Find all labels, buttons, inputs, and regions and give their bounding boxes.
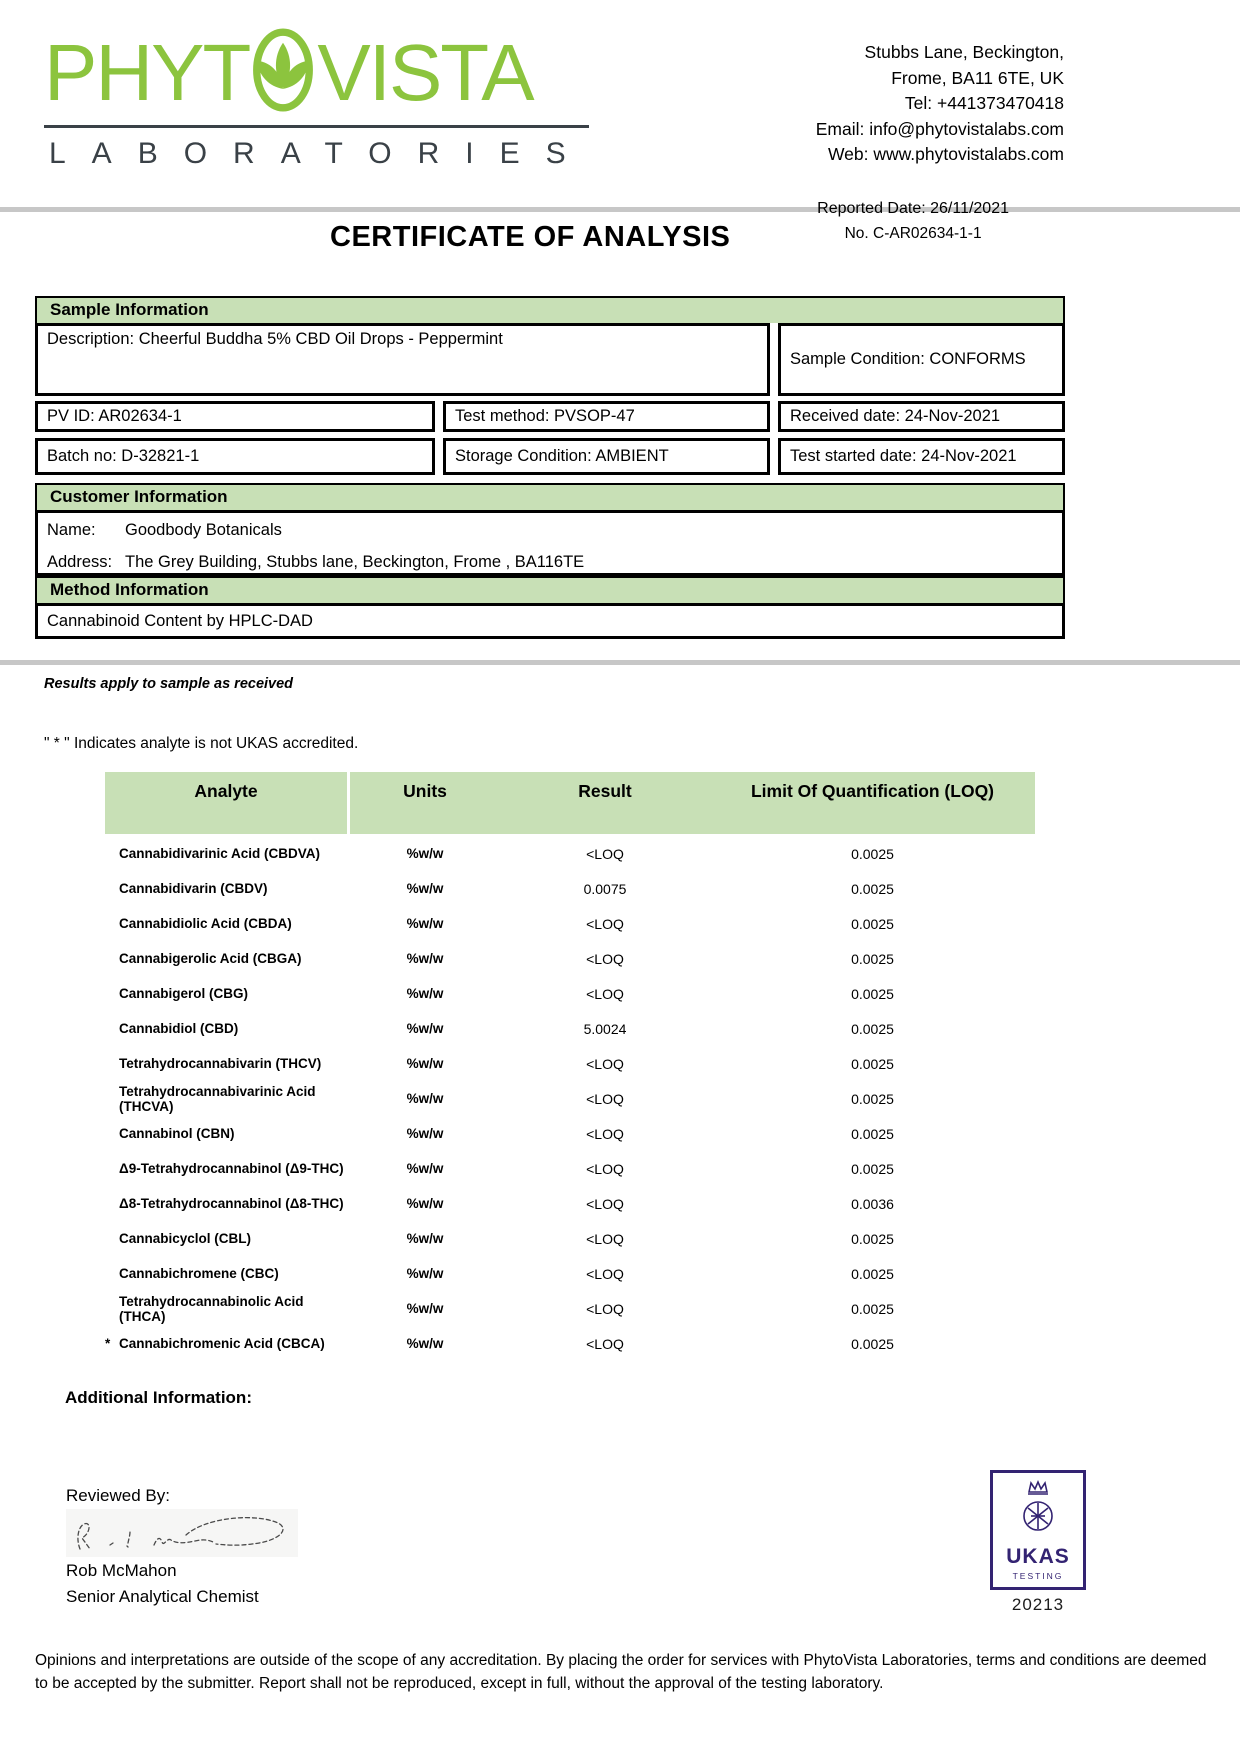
analyte-name: Cannabinol (CBN) (119, 1126, 235, 1141)
table-row (105, 836, 1035, 871)
column-header-units: Units (403, 781, 447, 801)
column-header-result: Result (578, 781, 632, 801)
analyte-units: %w/w (406, 1021, 444, 1036)
logo-text-part1: PHYT (44, 27, 250, 117)
additional-information-label: Additional Information: (65, 1388, 252, 1407)
analyte-units: %w/w (406, 1091, 444, 1106)
analyte-units: %w/w (406, 1161, 444, 1176)
reviewed-by-label: Reviewed By: (66, 1486, 170, 1505)
phytovista-logo (44, 27, 592, 171)
table-row (105, 976, 1035, 1011)
signature-image (66, 1509, 298, 1557)
contact-email: Email: info@phytovistalabs.com (815, 118, 1064, 139)
logo-wordmark (44, 28, 589, 117)
results-table (105, 772, 1035, 1361)
analyte-result: <LOQ (586, 1300, 624, 1317)
customer-address-label: Address: (47, 553, 113, 571)
received-date: Received date: 24-Nov-2021 (778, 401, 1065, 432)
analyte-result: <LOQ (586, 1230, 624, 1247)
analyte-result: <LOQ (586, 1265, 624, 1282)
customer-name-label: Name: (47, 521, 96, 539)
analyte-result: <LOQ (586, 1195, 624, 1212)
analyte-units: %w/w (406, 1126, 444, 1141)
analyte-loq: 0.0025 (851, 845, 894, 862)
analyte-loq: 0.0036 (851, 1195, 894, 1212)
analyte-name: Cannabichromenic Acid (CBCA) (119, 1336, 325, 1351)
analyte-result: <LOQ (586, 1055, 624, 1072)
info-sections (35, 296, 1065, 639)
header-divider-rule (0, 207, 1240, 212)
analyte-loq: 0.0025 (851, 1125, 894, 1142)
analyte-result: <LOQ (586, 845, 624, 862)
customer-information-header: Customer Information (35, 483, 1065, 510)
column-header-loq: Limit Of Quantification (LOQ) (750, 781, 995, 801)
analyte-loq: 0.0025 (851, 1265, 894, 1282)
table-row (105, 906, 1035, 941)
analyte-result: <LOQ (586, 1090, 624, 1107)
analyte-name: Cannabidivarinic Acid (CBDVA) (119, 846, 321, 861)
analyte-loq: 0.0025 (851, 1230, 894, 1247)
ukas-accreditation-mark (990, 1470, 1086, 1615)
logo-text-part2: VISTA (317, 27, 533, 117)
signature-block (66, 1486, 298, 1607)
ukas-subtitle: TESTING (1012, 1571, 1064, 1581)
ukas-logo-box (990, 1470, 1086, 1590)
analyte-units: %w/w (406, 951, 444, 966)
ukas-lab-number: 20213 (1011, 1595, 1065, 1614)
lab-contact-info (816, 40, 1064, 168)
analyte-loq: 0.0025 (851, 880, 894, 897)
analyte-result: <LOQ (586, 915, 624, 932)
analyte-name: Cannabichromene (CBC) (119, 1266, 279, 1281)
method-description: Cannabinoid Content by HPLC-DAD (35, 603, 1065, 639)
analyte-name: Tetrahydrocannabinolic Acid (THCA) (119, 1293, 304, 1324)
table-row (105, 1151, 1035, 1186)
analyte-loq: 0.0025 (851, 1055, 894, 1072)
reviewer-title: Senior Analytical Chemist (66, 1587, 259, 1606)
batch-number: Batch no: D-32821-1 (35, 438, 435, 475)
disclaimer-text: Opinions and interpretations are outside of the scope of any accreditation. By placing the order for services with PhytoVista Laboratories, terms and conditions are deemed to be accepted by the submitter. Report shall not be reproduced, except in full, without the approval of the testing laboratory. (35, 1652, 1207, 1692)
sample-ids-row (35, 401, 1065, 432)
analyte-loq: 0.0025 (851, 985, 894, 1002)
pv-id: PV ID: AR02634-1 (35, 401, 435, 432)
test-started-date: Test started date: 24-Nov-2021 (778, 438, 1065, 475)
customer-name-value: Goodbody Botanicals (125, 521, 282, 539)
analyte-result: <LOQ (586, 1335, 624, 1352)
table-row (105, 1221, 1035, 1256)
sample-description: Description: Cheerful Buddha 5% CBD Oil Drops - Peppermint (35, 323, 770, 396)
analyte-result: <LOQ (586, 985, 624, 1002)
logo-divider (44, 125, 589, 128)
analyte-loq: 0.0025 (851, 950, 894, 967)
contact-web: Web: www.phytovistalabs.com (827, 144, 1064, 164)
table-row (105, 1186, 1035, 1221)
analyte-name: Cannabidivarin (CBDV) (119, 881, 268, 896)
leaf-icon (251, 28, 315, 117)
analyte-name: Tetrahydrocannabivarinic Acid (THCVA) (119, 1083, 316, 1114)
column-header-analyte: Analyte (105, 772, 350, 834)
contact-phone: Tel: +441373470418 (904, 93, 1064, 113)
analyte-name: Cannabigerolic Acid (CBGA) (119, 951, 302, 966)
analyte-loq: 0.0025 (851, 1160, 894, 1177)
analyte-units: %w/w (406, 1056, 444, 1071)
results-table-header (105, 772, 1035, 834)
accreditation-note: " * " Indicates analyte is not UKAS accredited. (44, 735, 359, 752)
analyte-units: %w/w (406, 986, 444, 1001)
sample-description-row (35, 323, 1065, 396)
table-row (105, 1291, 1035, 1326)
section-divider-rule (0, 660, 1240, 665)
reviewer-name: Rob McMahon (66, 1561, 177, 1580)
analyte-name: Cannabidiolic Acid (CBDA) (119, 916, 292, 931)
ukas-emblem-icon (1015, 1526, 1061, 1543)
analyte-loq: 0.0025 (851, 1335, 894, 1352)
report-meta (817, 200, 1009, 243)
report-number: No. C-AR02634-1-1 (844, 225, 982, 242)
results-table-body (105, 836, 1035, 1361)
customer-address-row (47, 553, 1053, 572)
analyte-units: %w/w (406, 1301, 444, 1316)
analyte-units: %w/w (406, 1266, 444, 1281)
analyte-units: %w/w (406, 1231, 444, 1246)
sample-batch-row (35, 438, 1065, 475)
customer-address-value: The Grey Building, Stubbs lane, Beckington, Frome , BA116TE (125, 553, 585, 571)
table-row (105, 871, 1035, 906)
analyte-result: <LOQ (586, 1160, 624, 1177)
analyte-units: %w/w (406, 1196, 444, 1211)
ukas-name: UKAS (1006, 1545, 1070, 1568)
analyte-loq: 0.0025 (851, 1300, 894, 1317)
analyte-name: Tetrahydrocannabivarin (THCV) (119, 1056, 322, 1071)
table-row (105, 941, 1035, 976)
customer-details (35, 510, 1065, 576)
analyte-result: 0.0075 (583, 880, 627, 897)
analyte-loq: 0.0025 (851, 1020, 894, 1037)
sample-information-header: Sample Information (35, 296, 1065, 323)
table-row (105, 1046, 1035, 1081)
analyte-result: <LOQ (586, 950, 624, 967)
logo-subtitle: LABORATORIES (49, 137, 592, 170)
analyte-result: <LOQ (586, 1125, 624, 1142)
sample-condition: Sample Condition: CONFORMS (778, 323, 1065, 396)
analyte-units: %w/w (406, 916, 444, 931)
analyte-name: Cannabigerol (CBG) (119, 986, 249, 1001)
table-row (105, 1081, 1035, 1116)
contact-address-line2: Frome, BA11 6TE, UK (891, 67, 1064, 88)
analyte-name: Δ9-Tetrahydrocannabinol (Δ9-THC) (119, 1161, 344, 1176)
reported-date: Reported Date: 26/11/2021 (817, 200, 1009, 217)
contact-address-line1: Stubbs Lane, Beckington, (864, 42, 1064, 62)
table-row (105, 1326, 1035, 1361)
table-row (105, 1116, 1035, 1151)
analyte-name: Δ8-Tetrahydrocannabinol (Δ8-THC) (119, 1196, 344, 1211)
page-title: CERTIFICATE OF ANALYSIS (330, 221, 731, 253)
accreditation-marker: * (105, 1336, 111, 1351)
analyte-loq: 0.0025 (851, 1090, 894, 1107)
analyte-units: %w/w (406, 846, 444, 861)
analyte-units: %w/w (406, 1336, 444, 1351)
table-row (105, 1011, 1035, 1046)
table-row (105, 1256, 1035, 1291)
analyte-loq: 0.0025 (851, 915, 894, 932)
customer-name-row (47, 521, 1053, 540)
storage-condition: Storage Condition: AMBIENT (443, 438, 770, 475)
analyte-result: 5.0024 (583, 1020, 627, 1037)
method-information-header: Method Information (35, 576, 1065, 603)
analyte-name: Cannabidiol (CBD) (119, 1021, 239, 1036)
test-method: Test method: PVSOP-47 (443, 401, 770, 432)
analyte-name: Cannabicyclol (CBL) (119, 1231, 252, 1246)
results-apply-note: Results apply to sample as received (44, 676, 294, 692)
analyte-units: %w/w (406, 881, 444, 896)
